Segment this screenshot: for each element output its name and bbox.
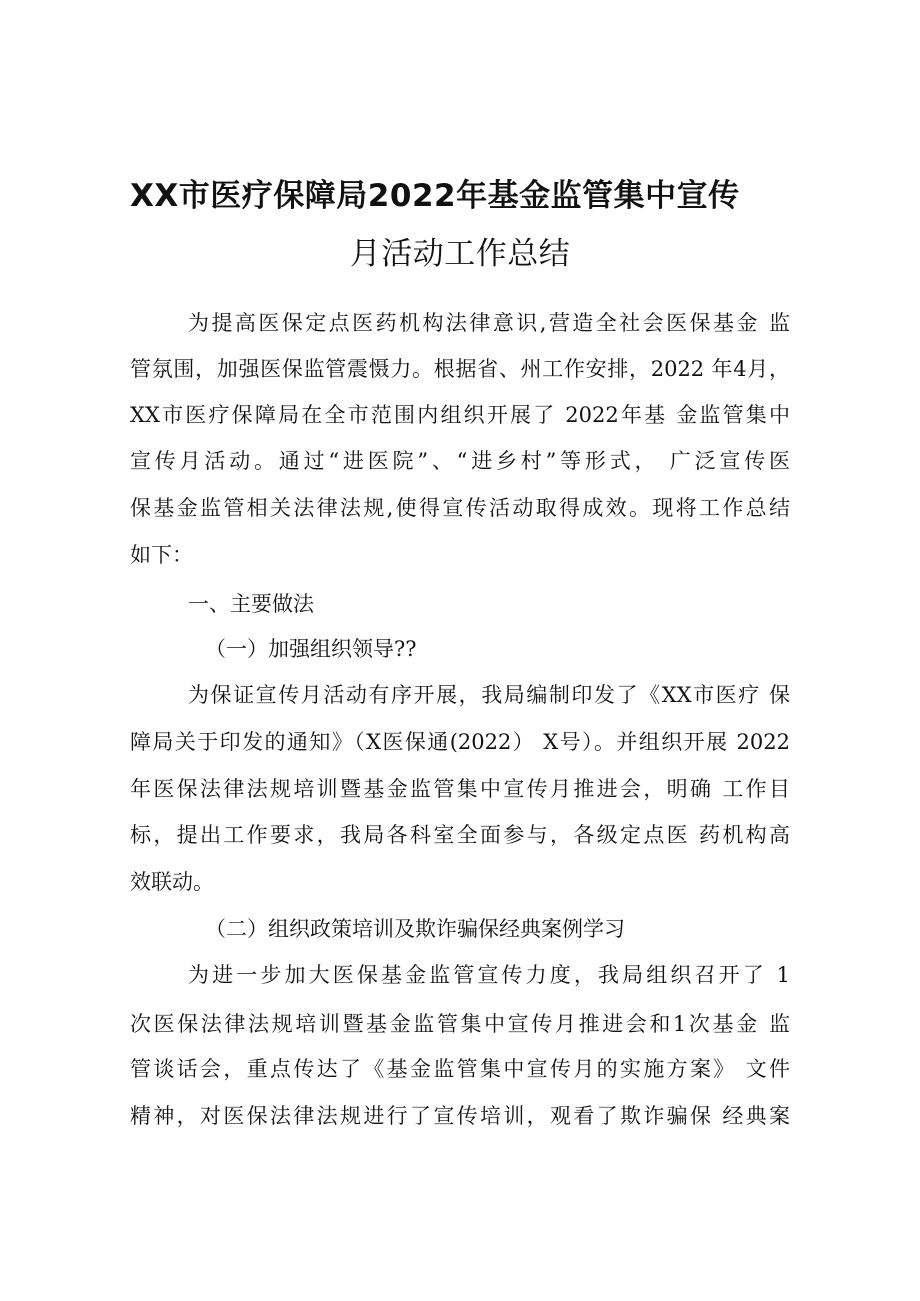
body-line: 年医保法律法规培训暨基金监管集中宣传月推进会，明确 工作目 — [130, 777, 790, 801]
body-line: XX市医疗保障局在全市范围内组织开展了 2022年基 金监管集中 — [130, 403, 790, 427]
body-line: 效联动。 — [130, 870, 214, 894]
document-title-line-2: 月活动工作总结 — [349, 236, 571, 272]
document-title-line-1: XX市医疗保障局2022年基金监管集中宣传 — [130, 178, 740, 214]
body-line: 宣传月活动。通过“进医院”、“进乡村”等形式， 广泛宣传医 — [130, 449, 790, 473]
body-line: 为保证宣传月活动有序开展，我局编制印发了《XX市医疗 保 — [188, 683, 790, 707]
body-line: 次医保法律法规培训暨基金监管集中宣传月推进会和1次基金 监 — [130, 1012, 790, 1036]
body-line: 管谈话会，重点传达了《基金监管集中宣传月的实施方案》 文件 — [130, 1057, 790, 1081]
subsection-heading: （一）加强组织领导?? — [205, 637, 417, 661]
body-line: 为提高医保定点医药机构法律意识,营造全社会医保基金 监 — [188, 311, 790, 335]
body-line: 精神，对医保法律法规进行了宣传培训，观看了欺诈骗保 经典案 — [130, 1104, 790, 1128]
body-line: 保基金监管相关法律法规,使得宣传活动取得成效。现将工作总结 — [130, 496, 790, 520]
subsection-heading: （二）组织政策培训及欺诈骗保经典案例学习 — [205, 917, 625, 941]
body-line: 障局关于印发的通知》（X医保通(2022） X号）。并组织开展 2022 — [130, 730, 790, 754]
body-line: 标，提出工作要求，我局各科室全面参与，各级定点医 药机构高 — [130, 823, 790, 847]
body-line: 如下： — [130, 543, 193, 567]
section-heading: 一、主要做法 — [188, 592, 314, 616]
body-line: 管氛围，加强医保监管震慑力。根据省、州工作安排，2022 年4月， — [130, 357, 790, 381]
body-line: 为进一步加大医保基金监管宣传力度，我局组织召开了 1 — [188, 963, 790, 987]
